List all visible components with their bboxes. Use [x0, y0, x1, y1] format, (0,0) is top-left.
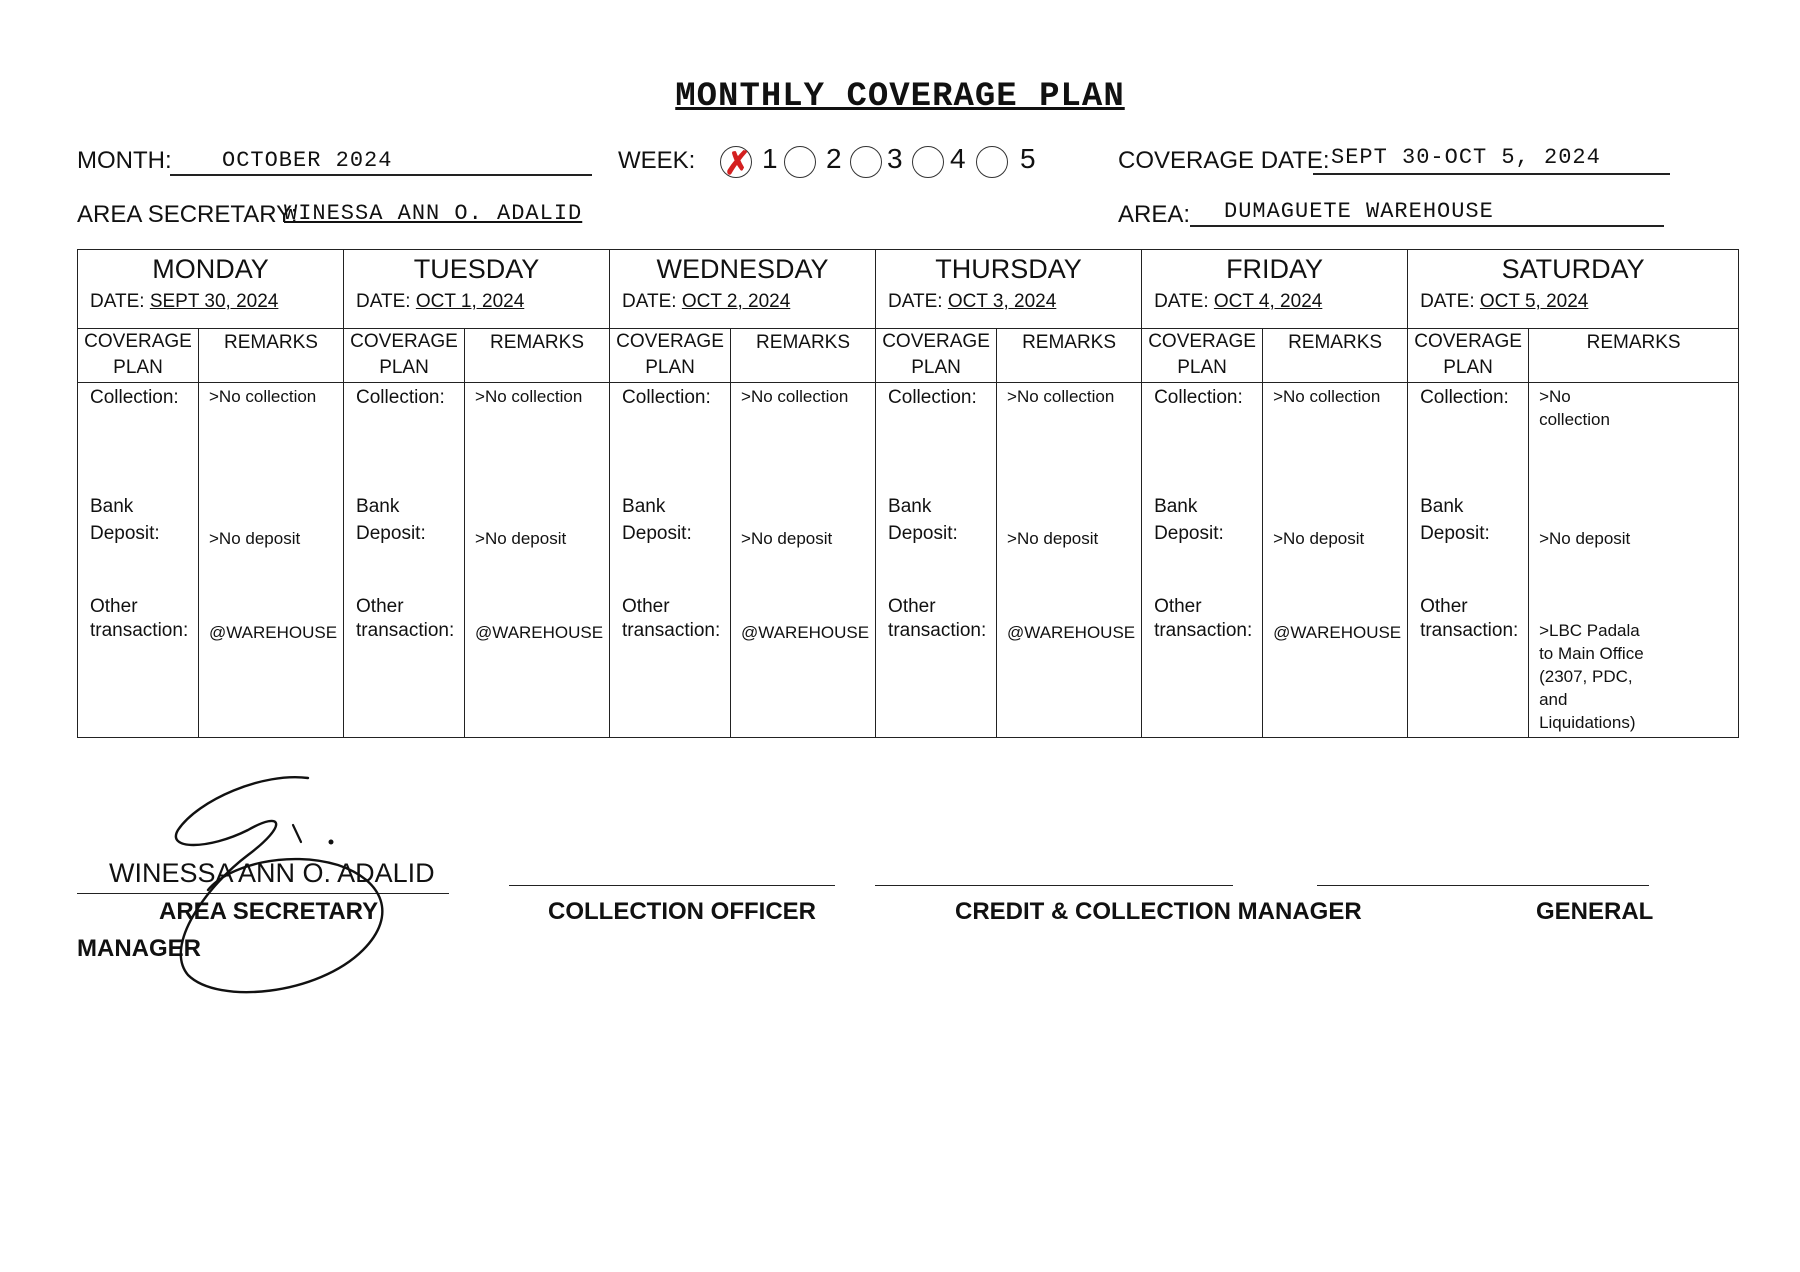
date-value: OCT 5, 2024 — [1479, 291, 1589, 312]
date-value: OCT 3, 2024 — [947, 291, 1057, 312]
remarks-cell-saturday — [1529, 383, 1739, 738]
bank-deposit-label: Bank Deposit: — [90, 496, 160, 544]
collection-remark: >No collection — [741, 387, 849, 406]
day-header-monday — [78, 250, 344, 329]
collection-label: Collection: — [90, 387, 179, 408]
day-header-wednesday — [610, 250, 876, 329]
credit-manager-signature-line[interactable] — [875, 865, 1233, 886]
collection-label: Collection: — [1154, 387, 1243, 408]
day-header-saturday — [1408, 250, 1739, 329]
remarks-cell-friday — [1263, 383, 1408, 738]
deposit-remark: >No deposit — [1539, 529, 1631, 548]
area-secretary-value: WINESSA ANN O. ADALID — [284, 201, 583, 226]
day-name: MONDAY — [152, 254, 269, 284]
collection-remark: >No collection — [475, 387, 583, 406]
week-2-label: 2 — [826, 143, 842, 174]
date-label: DATE: — [622, 291, 677, 312]
collection-remark: >No collection — [209, 387, 317, 406]
month-field[interactable] — [170, 148, 592, 176]
handwritten-signature — [168, 770, 408, 1005]
coverage-plan-header: COVERAGE PLAN — [1142, 329, 1263, 383]
week-5-radio[interactable] — [976, 146, 1008, 178]
area-secretary-title: AREA SECRETARY — [159, 898, 379, 925]
coverage-date-value: SEPT 30-OCT 5, 2024 — [1331, 145, 1601, 170]
day-name: SATURDAY — [1501, 254, 1645, 284]
coverage-date-field[interactable] — [1313, 147, 1670, 175]
day-header-tuesday — [344, 250, 610, 329]
bank-deposit-label: Bank Deposit: — [356, 496, 426, 544]
day-header-thursday — [876, 250, 1142, 329]
collection-officer-title: COLLECTION OFFICER — [548, 898, 816, 925]
coverage-plan-header: COVERAGE PLAN — [876, 329, 997, 383]
week-3-radio[interactable] — [850, 146, 882, 178]
remarks-header: REMARKS — [1263, 329, 1408, 383]
collection-label: Collection: — [622, 387, 711, 408]
date-label: DATE: — [356, 291, 411, 312]
manager-title: MANAGER — [77, 935, 201, 962]
collection-remark: >No collection — [1007, 387, 1115, 406]
date-value: OCT 2, 2024 — [681, 291, 791, 312]
day-name: WEDNESDAY — [656, 254, 829, 284]
day-header-friday — [1142, 250, 1408, 329]
area-secretary-field[interactable] — [276, 201, 596, 226]
day-name: FRIDAY — [1226, 254, 1324, 284]
coverage-plan-header: COVERAGE PLAN — [1408, 329, 1529, 383]
deposit-remark: >No deposit — [1007, 529, 1099, 548]
week-4-label: 4 — [950, 143, 966, 174]
week-3-label: 3 — [887, 143, 903, 174]
x-mark-icon: ✗ — [724, 145, 751, 181]
day-name: TUESDAY — [413, 254, 540, 284]
area-secretary-name: WINESSA ANN O. ADALID — [109, 858, 435, 888]
remarks-header: REMARKS — [199, 329, 344, 383]
remarks-header: REMARKS — [1529, 329, 1739, 383]
area-secretary-label: AREA SECRETARY: — [77, 201, 298, 228]
coverage-plan-cell-monday — [78, 383, 199, 738]
other-transaction-remark: @WAREHOUSE — [741, 623, 870, 642]
day-date — [1420, 291, 1738, 313]
other-transaction-label: Other transaction: — [356, 596, 455, 641]
remarks-header: REMARKS — [465, 329, 610, 383]
coverage-plan-header: COVERAGE PLAN — [344, 329, 465, 383]
day-date — [888, 291, 1141, 313]
other-transaction-remark: >LBC Padala to Main Office (2307, PDC, and Liquidations) — [1539, 621, 1644, 732]
date-value: OCT 1, 2024 — [415, 291, 525, 312]
week-2-radio[interactable] — [784, 146, 816, 178]
month-label: MONTH: — [77, 147, 172, 174]
bank-deposit-label: Bank Deposit: — [888, 496, 958, 544]
day-date — [1154, 291, 1407, 313]
collection-label: Collection: — [888, 387, 977, 408]
remarks-cell-wednesday — [731, 383, 876, 738]
date-label: DATE: — [90, 291, 145, 312]
other-transaction-label: Other transaction: — [90, 596, 189, 641]
coverage-plan-header: COVERAGE PLAN — [78, 329, 199, 383]
other-transaction-label: Other transaction: — [888, 596, 987, 641]
coverage-plan-cell-friday — [1142, 383, 1263, 738]
coverage-plan-cell-tuesday — [344, 383, 465, 738]
collection-officer-signature-line[interactable] — [509, 865, 835, 886]
week-5-label: 5 — [1020, 143, 1036, 174]
remarks-cell-tuesday — [465, 383, 610, 738]
collection-remark: >No collection — [1539, 387, 1610, 429]
coverage-plan-cell-saturday — [1408, 383, 1529, 738]
week-label: WEEK: — [618, 147, 696, 174]
area-value: DUMAGUETE WAREHOUSE — [1224, 199, 1494, 224]
day-date — [90, 291, 343, 313]
area-label: AREA: — [1118, 201, 1191, 228]
month-value: OCTOBER 2024 — [222, 148, 393, 173]
remarks-header: REMARKS — [997, 329, 1142, 383]
general-title: GENERAL — [1536, 898, 1654, 925]
bank-deposit-label: Bank Deposit: — [1420, 496, 1490, 544]
other-transaction-remark: @WAREHOUSE — [1273, 623, 1402, 642]
collection-remark: >No collection — [1273, 387, 1381, 406]
other-transaction-remark: @WAREHOUSE — [1007, 623, 1136, 642]
other-transaction-remark: @WAREHOUSE — [209, 623, 338, 642]
remarks-cell-monday — [199, 383, 344, 738]
day-date — [356, 291, 609, 313]
date-label: DATE: — [1420, 291, 1475, 312]
date-value: SEPT 30, 2024 — [149, 291, 279, 312]
week-1-label: 1 — [762, 143, 778, 174]
general-manager-signature-line[interactable] — [1317, 865, 1649, 886]
document-title: MONTHLY COVERAGE PLAN — [675, 78, 1125, 116]
deposit-remark: >No deposit — [475, 529, 567, 548]
remarks-cell-thursday — [997, 383, 1142, 738]
day-name: THURSDAY — [935, 254, 1082, 284]
date-label: DATE: — [1154, 291, 1209, 312]
collection-label: Collection: — [1420, 387, 1509, 408]
collection-label: Collection: — [356, 387, 445, 408]
other-transaction-label: Other transaction: — [1154, 596, 1253, 641]
week-4-radio[interactable] — [912, 146, 944, 178]
date-label: DATE: — [888, 291, 943, 312]
deposit-remark: >No deposit — [209, 529, 301, 548]
day-date — [622, 291, 875, 313]
area-field[interactable] — [1190, 200, 1664, 227]
bank-deposit-label: Bank Deposit: — [622, 496, 692, 544]
coverage-plan-header: COVERAGE PLAN — [610, 329, 731, 383]
credit-manager-title: CREDIT & COLLECTION MANAGER — [955, 898, 1362, 925]
deposit-remark: >No deposit — [741, 529, 833, 548]
remarks-header: REMARKS — [731, 329, 876, 383]
coverage-plan-cell-wednesday — [610, 383, 731, 738]
deposit-remark: >No deposit — [1273, 529, 1365, 548]
coverage-plan-cell-thursday — [876, 383, 997, 738]
coverage-date-label: COVERAGE DATE: — [1118, 147, 1330, 174]
other-transaction-remark: @WAREHOUSE — [475, 623, 604, 642]
date-value: OCT 4, 2024 — [1213, 291, 1323, 312]
coverage-table — [77, 249, 1739, 738]
other-transaction-label: Other transaction: — [1420, 596, 1519, 641]
other-transaction-label: Other transaction: — [622, 596, 721, 641]
bank-deposit-label: Bank Deposit: — [1154, 496, 1224, 544]
